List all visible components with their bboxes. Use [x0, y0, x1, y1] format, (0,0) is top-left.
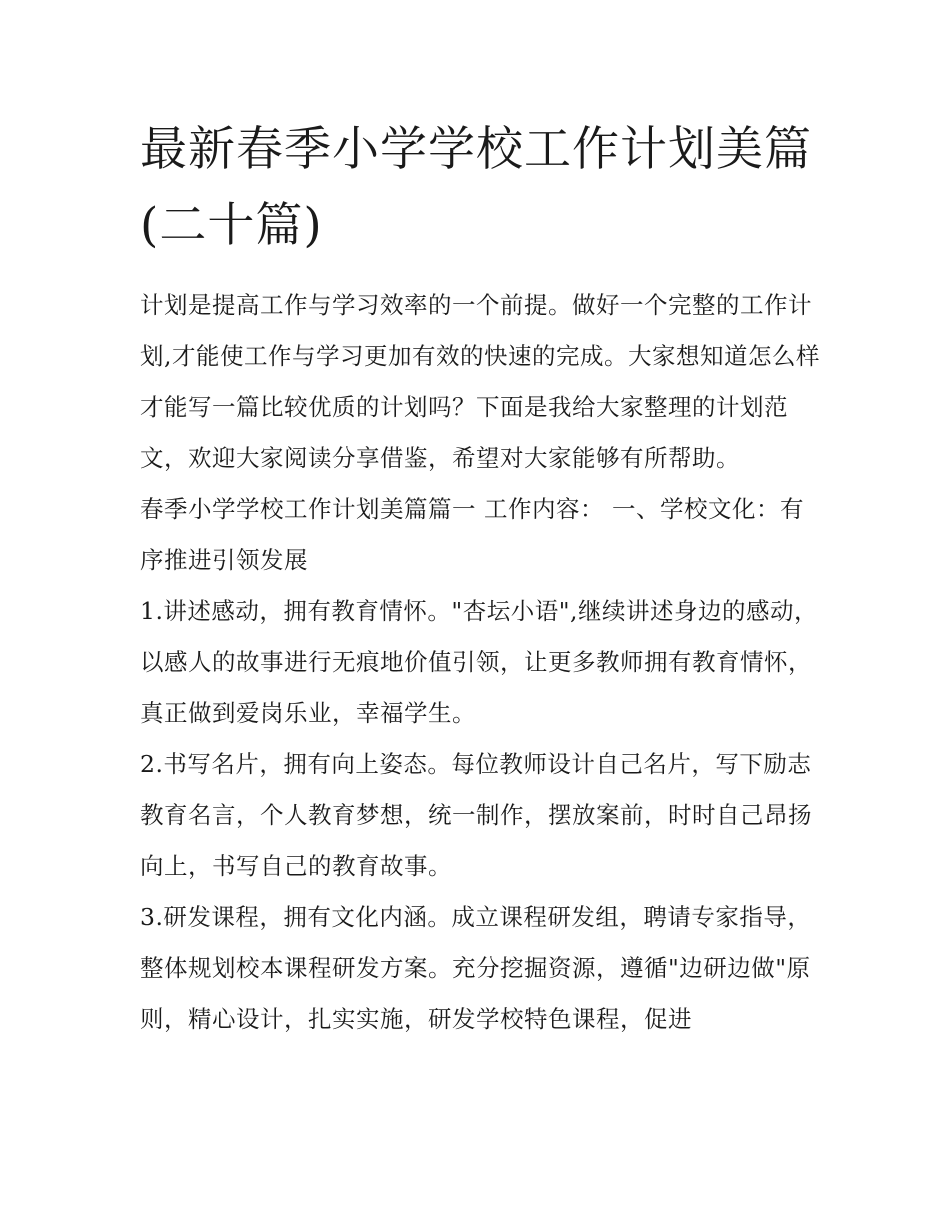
item-2-paragraph: 2.书写名片，拥有向上姿态。每位教师设计自己名片，写下励志教育名言，个人教育梦想，统一制作，摆放案前，时时自己昂扬向上，书写自己的教育故事。 [140, 750, 812, 880]
intro-paragraph: 计划是提高工作与学习效率的一个前提。做好一个完整的工作计划,才能使工作与学习更加有效的快速的完成。大家想知道怎么样才能写一篇比较优质的计划吗？下面是我给大家整理的计划范文，欢迎大家阅读分享借鉴，希望对大家能够有所帮助。 [140, 291, 820, 472]
item-3-paragraph: 3.研发课程，拥有文化内涵。成立课程研发组，聘请专家指导，整体规划校本课程研发方案。充分挖掘资源，遵循"边研边做"原则，精心设计，扎实实施，研发学校特色课程，促进 [140, 903, 812, 1033]
item-1-paragraph: 1.讲述感动，拥有教育情怀。"杏坛小语",继续讲述身边的感动，以感人的故事进行无痕地价值引领，让更多教师拥有教育情怀，真正做到爱岗乐业，幸福学生。 [140, 597, 819, 727]
document-title: 最新春季小学学校工作计划美篇(二十篇) [140, 122, 812, 253]
document-body [140, 280, 820, 1045]
section-heading-paragraph: 春季小学学校工作计划美篇篇一 工作内容： 一、学校文化：有序推进引领发展 [140, 495, 804, 574]
